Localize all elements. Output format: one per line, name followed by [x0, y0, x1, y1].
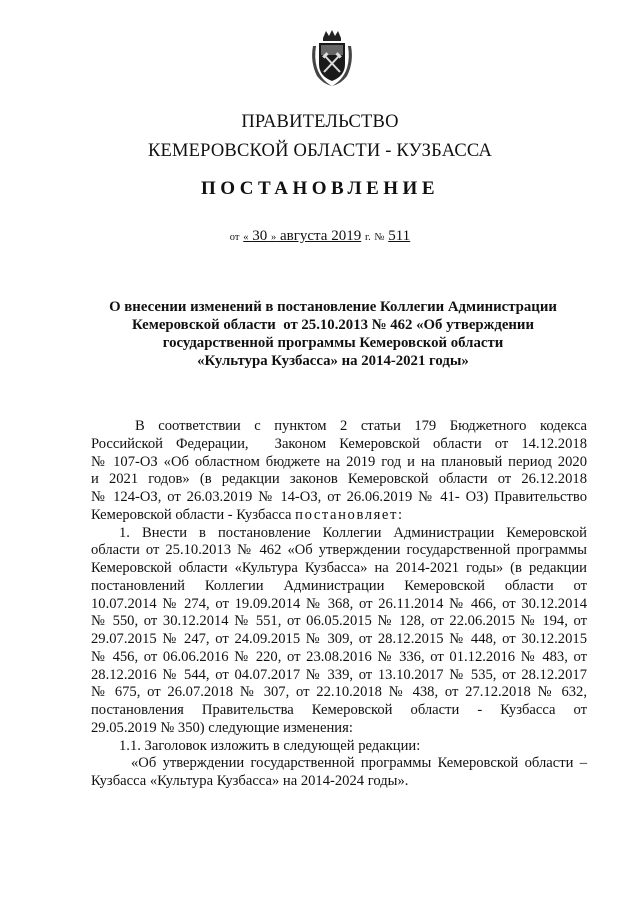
- body-line: № 124-ОЗ, от 26.03.2019 № 14-ОЗ, от 26.06.2019 № 41- ОЗ) Правительство: [91, 489, 587, 505]
- body-line: В соответствии с пунктом 2 статьи 179 Бюджетного кодекса: [135, 418, 587, 434]
- date-prefix: от: [229, 232, 240, 243]
- document-title: [80, 298, 586, 370]
- date-month-year: августа 2019: [280, 228, 362, 244]
- title-line: государственной программы Кемеровской области: [162, 335, 504, 351]
- date-line: [0, 228, 640, 245]
- title-line: Кемеровской области от 25.10.2013 № 462 «Об утверждении: [132, 317, 534, 333]
- document-type: ПОСТАНОВЛЕНИЕ: [200, 178, 440, 199]
- government-name-line2: КЕМЕРОВСКОЙ ОБЛАСТИ - КУЗБАССА: [147, 141, 493, 161]
- body-line: 1. Внести в постановление Коллегии Администрации Кемеровской: [119, 524, 587, 541]
- date-day: « 30 » августа 2019: [243, 228, 362, 244]
- body-line: 28.12.2016 № 544, от 04.07.2017 № 339, от 13.10.2017 № 535, от 28.12.2017: [91, 666, 587, 683]
- document-body: [91, 418, 587, 791]
- government-name-line1: ПРАВИТЕЛЬСТВО: [241, 112, 399, 132]
- body-spaced-word: постановляет:: [295, 506, 404, 523]
- body-line: № 107-ОЗ «Об областном бюджете на 2019 год и на плановый период 2020: [91, 453, 587, 470]
- body-line: № 675, от 26.07.2018 № 307, от 22.10.2018 № 438, от 27.12.2018 № 632,: [91, 684, 587, 701]
- body-line: № 550, от 30.12.2014 № 551, от 06.05.2015 № 128, от 22.06.2015 № 194, от: [91, 613, 587, 630]
- body-line: и 2021 годов» (в редакции законов Кемеровской области от 26.12.2018: [91, 471, 587, 488]
- body-line: области от 25.10.2013 № 462 «Об утверждении государственной программы: [91, 542, 587, 559]
- body-line: 1.1. Заголовок изложить в следующей редакции:: [119, 737, 421, 754]
- body-line: 10.07.2014 № 274, от 19.09.2014 № 368, от 26.11.2014 № 466, от 30.12.2014: [91, 595, 587, 612]
- title-line: «Культура Кузбасса» на 2014-2021 годы»: [197, 353, 469, 369]
- body-line: 29.07.2015 № 247, от 24.09.2015 № 309, от 28.12.2015 № 448, от 30.12.2015: [91, 631, 587, 647]
- body-line: Кемеровской области - Кузбасса постановляет:: [91, 506, 404, 523]
- body-line: 29.05.2019 № 350) следующие изменения:: [91, 719, 353, 736]
- date-year-suffix: г.: [364, 232, 371, 243]
- title-line: О внесении изменений в постановление Коллегии Администрации: [109, 299, 557, 315]
- body-line: Российской Федерации, Законом Кемеровской области от 14.12.2018: [91, 435, 587, 452]
- body-line: Кемеровской области «Культура Кузбасса» на 2014-2021 годы» (в редакции: [91, 560, 587, 576]
- body-line: № 456, от 06.06.2016 № 220, от 23.08.2016 № 336, от 01.12.2016 № 483, от: [91, 648, 587, 665]
- number-prefix: №: [374, 232, 385, 243]
- coat-of-arms-icon: [309, 28, 355, 88]
- body-line: постановлений Коллегии Администрации Кемеровской области от: [91, 577, 587, 594]
- document-number: 511: [388, 228, 411, 244]
- body-line: Кузбасса «Культура Кузбасса» на 2014-2024 годы».: [91, 773, 409, 789]
- body-line: «Об утверждении государственной программы Кемеровской области –: [131, 755, 587, 772]
- body-line: постановления Правительства Кемеровской области - Кузбасса от: [91, 702, 587, 718]
